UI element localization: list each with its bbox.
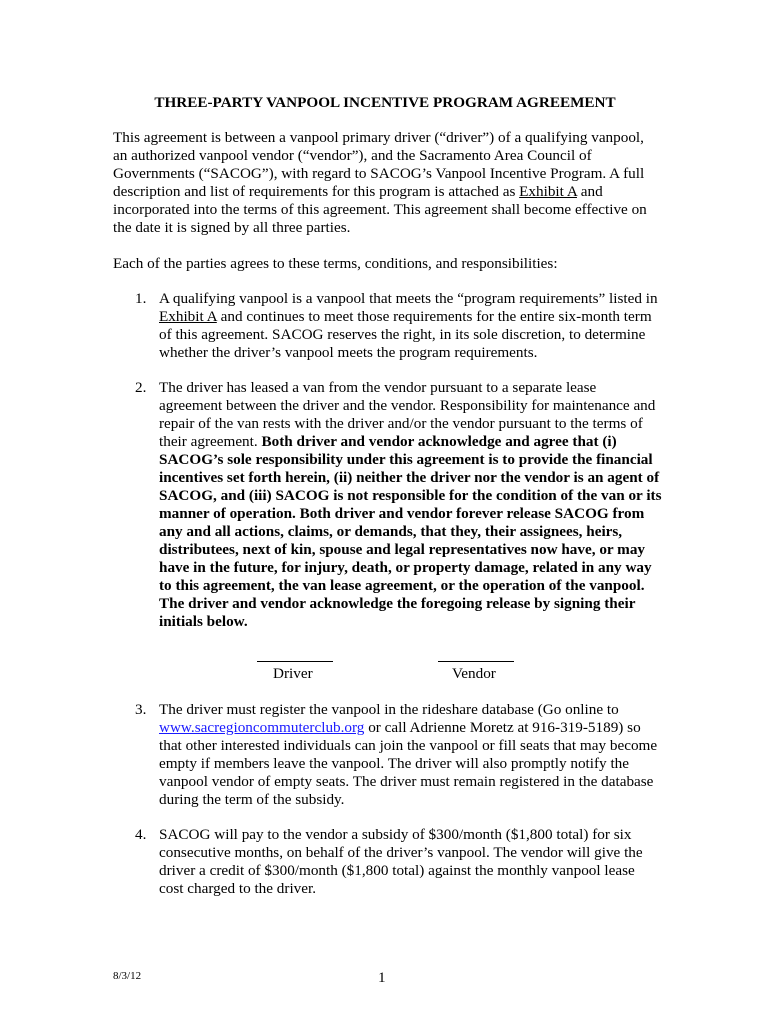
page-title: THREE-PARTY VANPOOL INCENTIVE PROGRAM AGREEMENT xyxy=(154,94,616,111)
exhibit-a-reference: Exhibit A xyxy=(519,183,577,200)
list-item-text xyxy=(159,701,663,809)
list-item xyxy=(113,290,663,362)
commuter-club-link[interactable]: www.sacregioncommuterclub.org xyxy=(159,719,365,736)
lead-paragraph: Each of the parties agrees to these terms, conditions, and responsibilities: xyxy=(113,255,558,272)
item-1-text-end: and continues to meet those requirements for the entire six-month term of this agreement. SACOG reserves the right, in its sole discretion, to determine whether the driver’s vanpool meets the program requirements. xyxy=(159,308,652,361)
list-number: 1. xyxy=(135,290,147,307)
list-item xyxy=(113,379,663,631)
list-number: 3. xyxy=(135,701,147,718)
list-item-text xyxy=(159,379,663,631)
list-number: 4. xyxy=(135,826,147,843)
exhibit-a-reference: Exhibit A xyxy=(159,308,217,325)
vendor-initials-line xyxy=(438,661,514,662)
item-3-text-start: The driver must register the vanpool in the rideshare database (Go online to xyxy=(159,701,619,718)
list-number: 2. xyxy=(135,379,147,396)
footer-date: 8/3/12 xyxy=(113,970,142,982)
intro-paragraph xyxy=(113,129,658,237)
item-2-text: The driver has leased a van from the vendor pursuant to a separate lease agreement between the driver and the vendor. Responsibility for maintenance and repair of the van rests with the driver and/or the vendor pursuant to the terms of their agreement. xyxy=(159,379,656,450)
list-item xyxy=(113,826,663,898)
intro-text-start: This agreement is between a vanpool primary driver (“driver”) of a qualifying vanpool, an authorized vanpool vendor (“vendor”), and the Sacramento Area Council of Governments (“SACOG”), with regard to SACOG’s Vanpool Incentive Program. A full description and list of requirements for this program is attached as xyxy=(113,129,645,200)
intro-text-end: and incorporated into the terms of this agreement. This agreement shall become effective on the date it is signed by all three parties. xyxy=(113,183,647,236)
list-item-text xyxy=(159,290,663,362)
item-3-text-end: or call Adrienne Moretz at 916-319-5189) so that other interested individuals can join the vanpool or fill seats that may become empty if members leave the vanpool. The driver will also promptly notify the vanpool vendor of empty seats. The driver must remain registered in the database during the term of the subsidy. xyxy=(159,719,658,808)
list-item xyxy=(113,701,663,809)
release-clause: Both driver and vendor acknowledge and agree that (i) SACOG’s sole responsibility under this agreement is to provide the financial incentives set forth herein, (ii) neither the driver nor the vendor is an agent of SACOG, and (iii) SACOG is not responsible for the condition of the van or its manner of operation. Both driver and vendor forever release SACOG from any and all actions, claims, or demands, that they, their assignees, heirs, distributees, next of kin, spouse and legal representatives now have, or may have in the future, for injury, death, or property damage, related in any way to this agreement, the van lease agreement, or the operation of the vanpool. The driver and vendor acknowledge the foregoing release by signing their initials below. xyxy=(159,433,662,630)
driver-label: Driver xyxy=(273,665,313,682)
item-1-text-start: A qualifying vanpool is a vanpool that meets the “program requirements” listed in xyxy=(159,290,658,307)
page-number: 1 xyxy=(378,969,386,986)
vendor-label: Vendor xyxy=(452,665,496,682)
driver-initials-line xyxy=(257,661,333,662)
list-item-text: SACOG will pay to the vendor a subsidy of $300/month ($1,800 total) for six consecutive months, on behalf of the driver’s vanpool. The vendor will give the driver a credit of $300/month ($1,800 total) against the monthly vanpool lease cost charged to the driver. xyxy=(159,826,643,897)
